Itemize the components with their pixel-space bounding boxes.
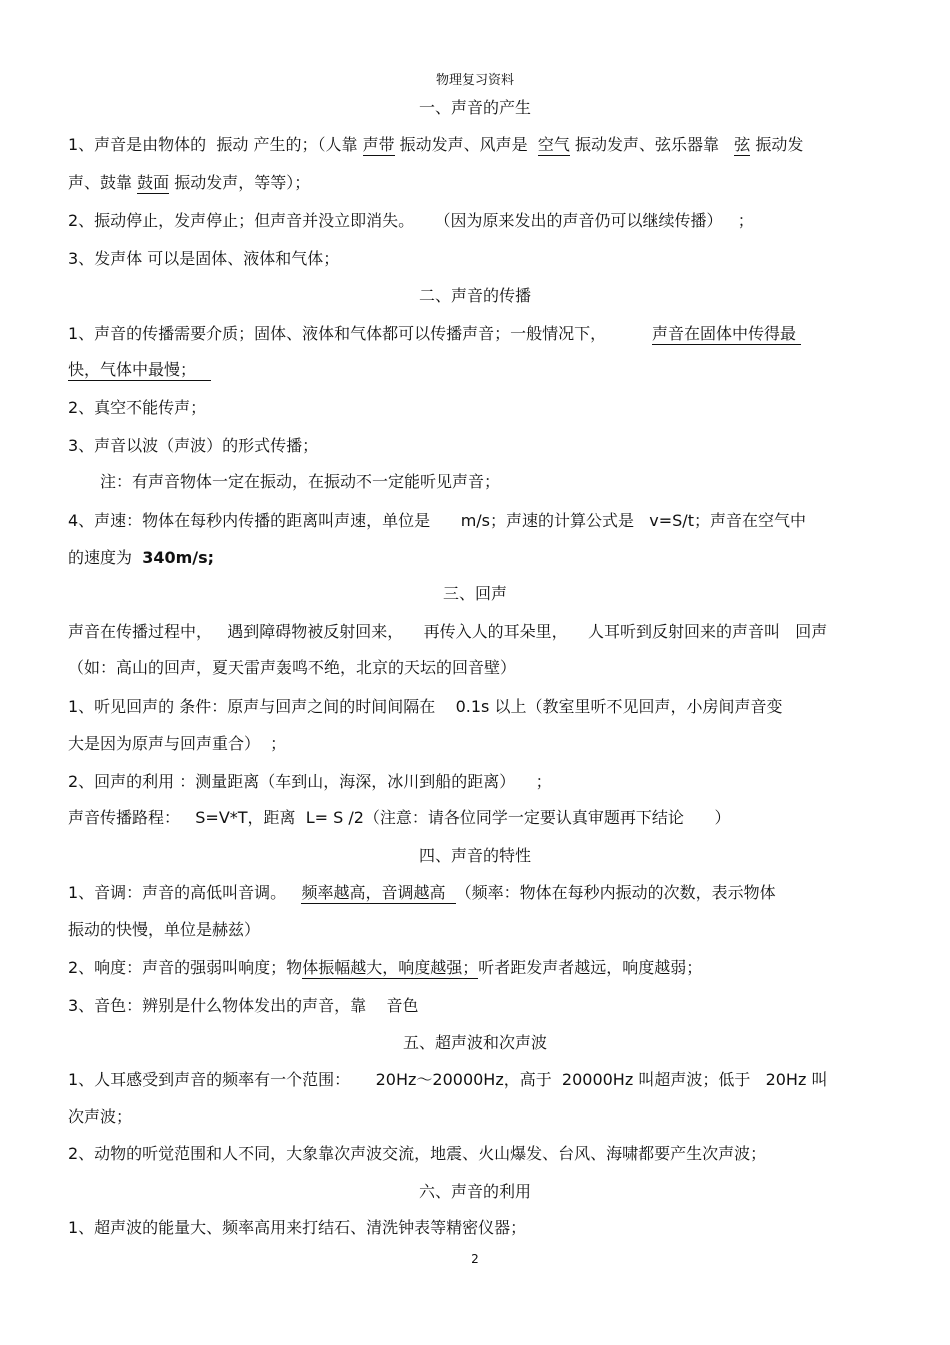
- section-title-3: 三、回声: [442, 584, 507, 603]
- s2-line-1: 1、声音的传播需要介质；固体、液体和气体都可以传播声音；一般情况下， 声音在固体中传得最: [68, 324, 802, 343]
- s1-line-1: 1、声音是由物体的 振动 产生的；（人靠 声带 振动发声、风声是 空气 振动发声、弦乐器靠 弦 振动发: [68, 135, 804, 154]
- s3-line-2: （如：高山的回声，夏天雷声轰鸣不绝，北京的天坛的回音壁）: [68, 658, 517, 677]
- section-title-2: 二、声音的传播: [418, 286, 531, 305]
- s1-line-2: 声、鼓靠 鼓面 振动发声，等等）；: [68, 173, 311, 192]
- s5-line-1: 1、人耳感受到声音的频率有一个范围： 20Hz～20000Hz，高于 20000Hz 叫超声波；低于 20Hz 叫: [68, 1070, 828, 1089]
- s3-line-4: 大是因为原声与回声重合） ；: [68, 734, 287, 753]
- s3-line-5: 2、回声的利用 ：测量距离（车到山，海深，冰川到船的距离） ；: [68, 772, 552, 791]
- s4-line-1: 1、音调：声音的高低叫音调。 频率越高，音调越高 （频率：物体在每秒内振动的次数，表示物体: [68, 883, 776, 902]
- s2-line-6: 4、声速：物体在每秒内传播的距离叫声速，单位是 m/s；声速的计算公式是 v=S/t；声音在空气中: [68, 511, 806, 530]
- page-number: 2: [471, 1252, 479, 1266]
- s2-line-7: 的速度为 340m/s;: [68, 548, 215, 567]
- s1-line-4: 3、发声体 可以是固体、液体和气体；: [68, 249, 340, 268]
- s6-line-1: 1、超声波的能量大、频率高用来打结石、清洗钟表等精密仪器；: [68, 1218, 527, 1237]
- section-title-4: 四、声音的特性: [418, 846, 531, 865]
- s5-line-2: 次声波；: [68, 1107, 133, 1126]
- s2-line-3: 2、真空不能传声；: [68, 398, 207, 417]
- s3-line-6: 声音传播路程： S=V*T，距离 L= S /2（注意：请各位同学一定要认真审题再下结论 ）: [68, 808, 731, 827]
- section-title-6: 六、声音的利用: [418, 1182, 531, 1201]
- s4-line-4: 3、音色：辨别是什么物体发出的声音，靠 音色: [68, 996, 419, 1015]
- s3-line-1: 声音在传播过程中， 遇到障碍物被反射回来， 再传入人的耳朵里， 人耳听到反射回来的声音叫 回声: [68, 622, 828, 641]
- section-title-1: 一、声音的产生: [418, 98, 531, 117]
- page-header: 物理复习资料: [435, 73, 514, 88]
- s1-line-3: 2、振动停止，发声停止；但声音并没立即消失。 （因为原来发出的声音仍可以继续传播） ；: [68, 211, 754, 230]
- s2-line-2: 快，气体中最慢；: [68, 360, 212, 379]
- s2-note: 注：有声音物体一定在振动，在振动不一定能听见声音；: [100, 472, 501, 491]
- s2-line-4: 3、声音以波（声波）的形式传播；: [68, 436, 319, 455]
- s3-line-3: 1、听见回声的 条件：原声与回声之间的时间间隔在 0.1s 以上（教室里听不见回声，小房间声音变: [68, 697, 783, 716]
- s5-line-3: 2、动物的听觉范围和人不同，大象靠次声波交流，地震、火山爆发、台风、海啸都要产生次声波；: [68, 1144, 767, 1163]
- s4-line-3: 2、响度：声音的强弱叫响度；物体振幅越大，响度越强；听者距发声者越远，响度越弱；: [68, 958, 703, 977]
- section-title-5: 五、超声波和次声波: [402, 1033, 547, 1052]
- s4-line-2: 振动的快慢，单位是赫兹）: [68, 920, 261, 939]
